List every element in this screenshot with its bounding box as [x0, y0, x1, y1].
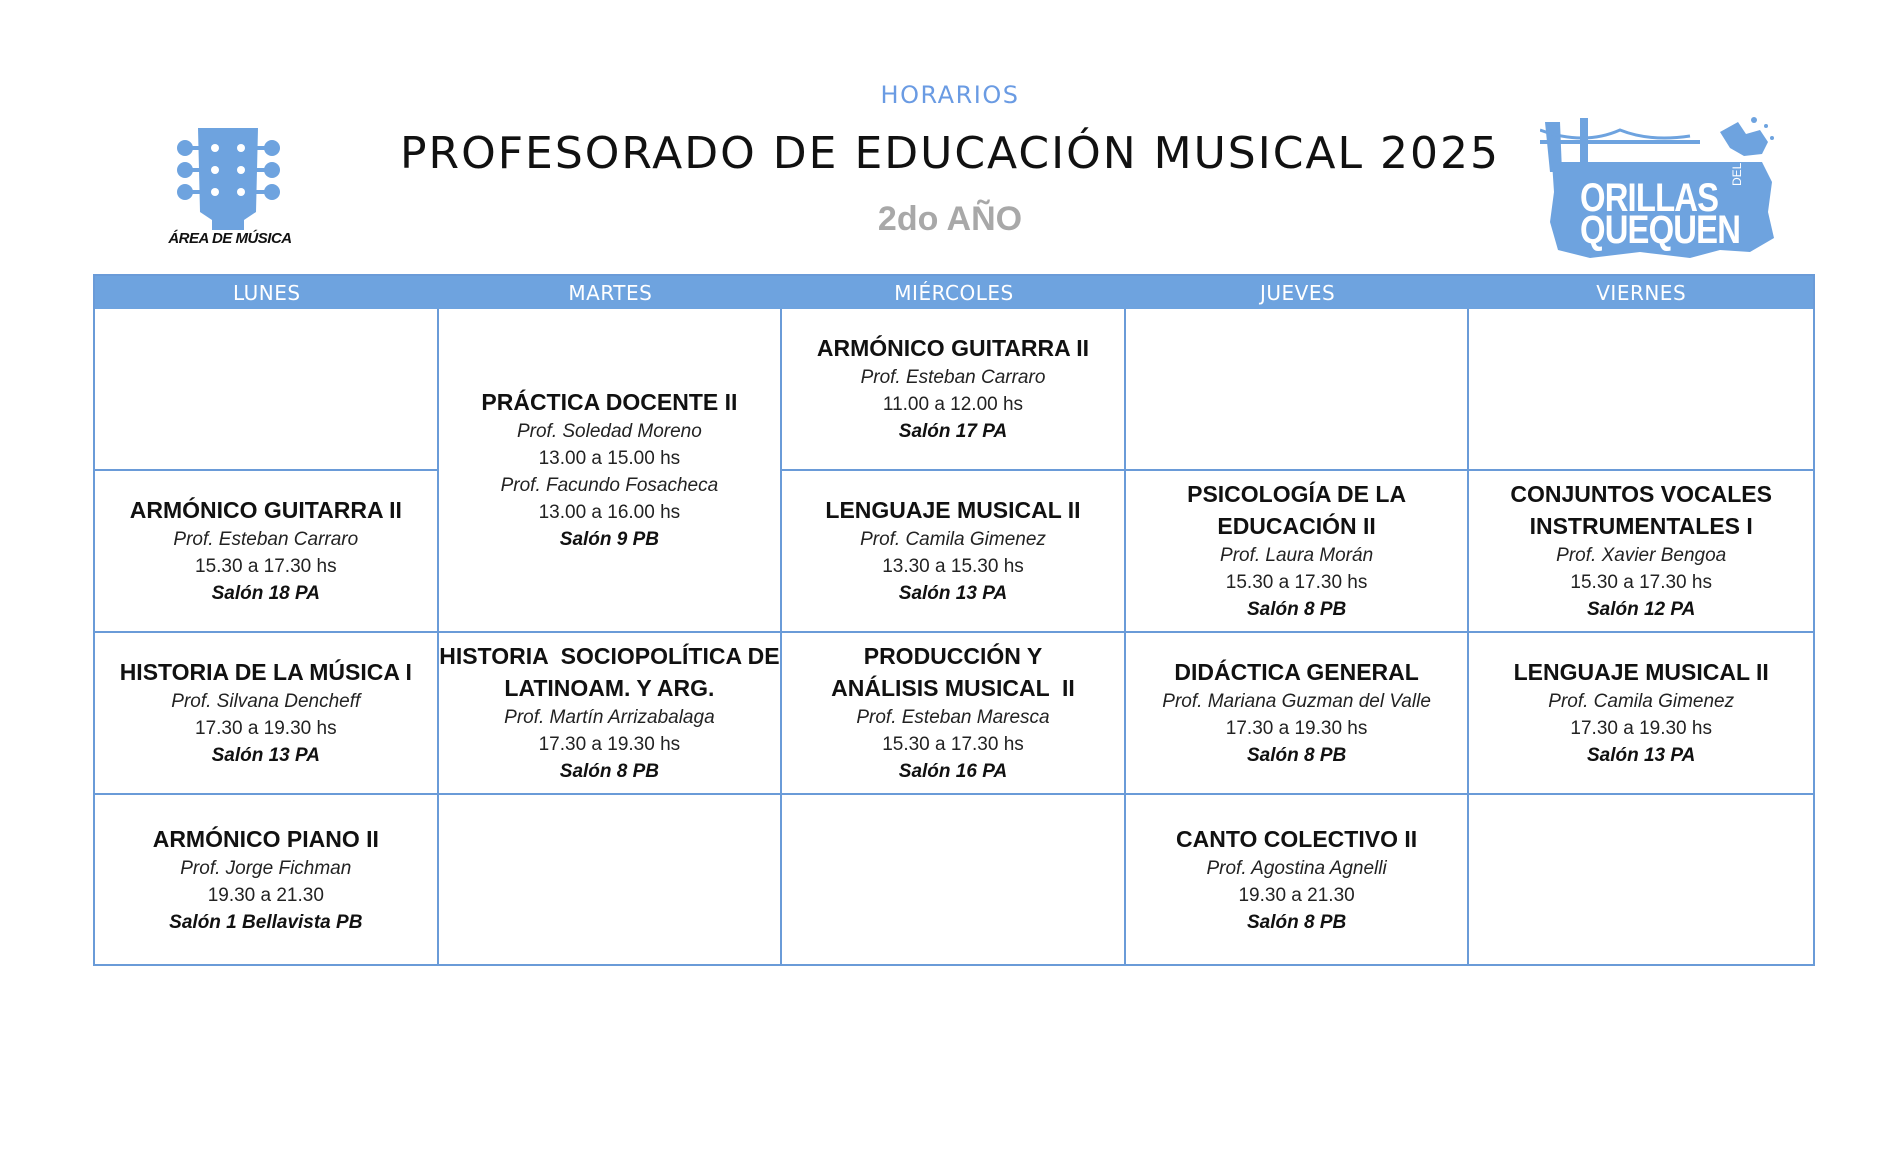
class-professor-2: Prof. Facundo Fosacheca — [500, 475, 719, 496]
class-professor: Prof. Agostina Agnelli — [1206, 857, 1387, 879]
class-room: Salón 8 PB — [1246, 745, 1347, 766]
schedule-cell-empty — [1126, 309, 1470, 471]
class-subject-line1: CONJUNTOS VOCALES — [1510, 481, 1772, 507]
schedule-cell-empty — [782, 795, 1126, 964]
class-professor: Prof. Mariana Guzman del Valle — [1162, 691, 1431, 712]
class-time: 17.30 a 19.30 hs — [195, 718, 337, 739]
class-subject-line2: LATINOAM. Y ARG. — [504, 675, 715, 701]
class-time: 17.30 a 19.30 hs — [538, 734, 681, 755]
class-professor: Prof. Esteban Carraro — [860, 367, 1046, 388]
schedule-cell-empty — [95, 309, 439, 471]
class-cell — [1469, 633, 1813, 795]
class-professor: Prof. Xavier Bengoa — [1556, 545, 1727, 566]
schedule-cell-empty — [1469, 795, 1813, 964]
schedule-cell-empty — [1469, 309, 1813, 471]
class-time: 15.30 a 17.30 hs — [1225, 572, 1368, 593]
class-subject: CANTO COLECTIVO II — [1176, 825, 1418, 852]
class-cell — [782, 633, 1126, 795]
class-cell — [439, 633, 783, 795]
day-header-viernes: VIERNES — [1469, 276, 1813, 309]
class-room: Salón 8 PB — [1246, 911, 1347, 933]
class-subject: ARMÓNICO PIANO II — [152, 825, 379, 852]
class-cell — [95, 471, 439, 633]
class-professor: Prof. Silvana Dencheff — [171, 691, 361, 712]
class-subject: LENGUAJE MUSICAL II — [825, 497, 1081, 523]
class-professor: Prof. Jorge Fichman — [180, 857, 352, 879]
class-room: Salón 18 PA — [211, 583, 320, 604]
class-room: Salón 13 PA — [898, 583, 1008, 604]
class-time: 17.30 a 19.30 hs — [1570, 718, 1712, 739]
class-subject: PRÁCTICA DOCENTE II — [481, 389, 738, 415]
class-professor: Prof. Esteban Carraro — [173, 529, 359, 550]
class-cell — [1126, 471, 1470, 633]
class-time: 11.00 a 12.00 hs — [882, 394, 1024, 415]
logo-right-small: DEL — [1730, 162, 1744, 186]
class-professor: Prof. Camila Gimenez — [1548, 691, 1735, 712]
class-professor: Prof. Camila Gimenez — [860, 529, 1046, 550]
class-cell — [782, 309, 1126, 471]
class-time: 19.30 a 21.30 — [1238, 884, 1355, 906]
class-subject-line2: INSTRUMENTALES I — [1529, 513, 1753, 539]
logo-left-caption: ÁREA DE MÚSICA — [168, 230, 292, 247]
class-subject-line1: PSICOLOGÍA DE LA — [1187, 481, 1407, 507]
class-room: Salón 1 Bellavista PB — [169, 911, 363, 933]
class-time: 13.30 a 15.30 hs — [882, 556, 1024, 577]
class-room: Salón 8 PB — [559, 761, 660, 782]
class-cell — [1126, 633, 1470, 795]
class-room: Salón 9 PB — [559, 529, 660, 550]
page-subtitle: 2do AÑO — [877, 200, 1023, 238]
class-room: Salón 12 PA — [1586, 599, 1696, 620]
class-professor: Prof. Esteban Maresca — [856, 707, 1050, 728]
schedule-cell-empty — [439, 795, 783, 964]
class-cell — [782, 471, 1126, 633]
class-room: Salón 16 PA — [898, 761, 1008, 782]
class-professor: Prof. Soledad Moreno — [516, 421, 702, 442]
logo-right-line1: ORILLAS — [1580, 176, 1719, 220]
class-room: Salón 13 PA — [1586, 745, 1696, 766]
class-cell — [95, 795, 439, 964]
class-professor: Prof. Martín Arrizabalaga — [504, 707, 715, 728]
class-professor: Prof. Laura Morán — [1220, 545, 1374, 566]
class-time-2: 13.00 a 16.00 hs — [538, 502, 681, 523]
class-subject-line1: PRODUCCIÓN Y — [863, 643, 1043, 669]
class-subject-line1: HISTORIA SOCIOPOLÍTICA DE — [439, 643, 780, 669]
class-cell — [95, 633, 439, 795]
class-time: 19.30 a 21.30 — [207, 884, 324, 906]
header-kicker: HORARIOS — [880, 81, 1020, 109]
class-subject: ARMÓNICO GUITARRA II — [129, 497, 402, 523]
day-header-jueves: JUEVES — [1126, 276, 1470, 309]
class-subject: ARMÓNICO GUITARRA II — [816, 335, 1090, 361]
logo-right-line2: QUEQUEN — [1580, 208, 1741, 252]
class-cell — [1126, 795, 1470, 964]
class-time: 13.00 a 15.00 hs — [538, 448, 681, 469]
class-subject: HISTORIA DE LA MÚSICA I — [119, 659, 412, 685]
day-header-lunes: LUNES — [95, 276, 439, 309]
class-cell — [1469, 471, 1813, 633]
class-subject: DIDÁCTICA GENERAL — [1174, 659, 1419, 685]
day-header-miercoles: MIÉRCOLES — [782, 276, 1126, 309]
class-room: Salón 17 PA — [898, 421, 1008, 442]
class-time: 15.30 a 17.30 hs — [882, 734, 1024, 755]
day-header-martes: MARTES — [439, 276, 783, 309]
class-room: Salón 8 PB — [1246, 599, 1347, 620]
class-subject: LENGUAJE MUSICAL II — [1513, 659, 1769, 685]
page-title: PROFESORADO DE EDUCACIÓN MUSICAL 2025 — [399, 128, 1500, 179]
class-time: 15.30 a 17.30 hs — [1570, 572, 1712, 593]
class-subject-line2: ANÁLISIS MUSICAL II — [831, 675, 1075, 701]
schedule-table — [93, 274, 1815, 966]
class-room: Salón 13 PA — [211, 745, 320, 766]
class-time: 15.30 a 17.30 hs — [195, 556, 337, 577]
class-time: 17.30 a 19.30 hs — [1225, 718, 1368, 739]
class-cell — [439, 309, 783, 633]
class-subject-line2: EDUCACIÓN II — [1217, 513, 1376, 539]
